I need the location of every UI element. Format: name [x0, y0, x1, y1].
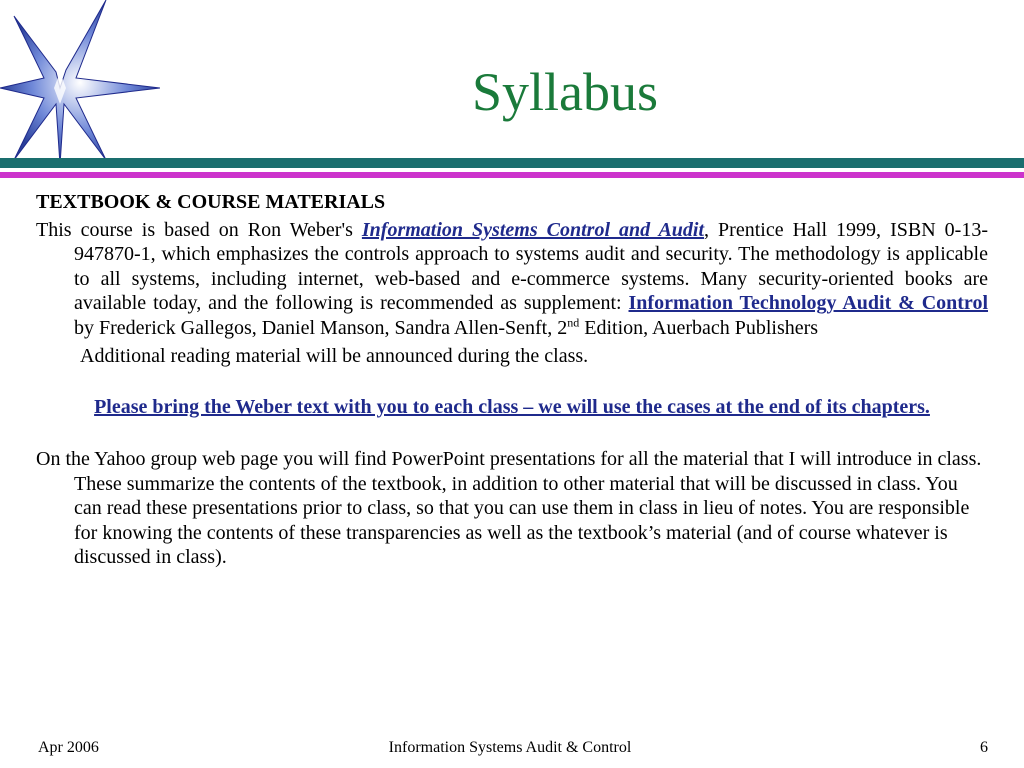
edition-superscript: nd [567, 314, 580, 329]
title-divider-gap [0, 169, 1024, 171]
textbook-title-gallegos: Information Technology Audit & Control [628, 292, 989, 314]
star-burst-icon [0, 0, 160, 165]
para1-mid: , Prentice Hall 1999, ISBN 0-13-947870-1, which emphasizes the controls approach to systems audit and security. The methodology is applicable to all systems, including internet, web-based and e-commerce systems. Many security-oriented books are available today, and the following is recommended as supplement: [74, 218, 988, 314]
para1-post: by Frederick Gallegos, Daniel Manson, Sandra Allen-Senft, 2 [74, 316, 568, 339]
textbook-title-weber: Information Systems Control and Audit [361, 218, 705, 241]
title-divider-magenta [0, 172, 1024, 178]
para1-pre: This course is based on Ron Weber's [36, 218, 362, 241]
yahoo-group-paragraph: On the Yahoo group web page you will find PowerPoint presentations for all the material that I will introduce in class. These summarize the contents of the textbook, in addition to other material that will be discussed in class. You can read these presentations prior to class, so that you can use them in class in lieu of notes. You are responsible for knowing the contents of these transparencies as well as the textbook’s material (and of course whatever is discussed in class). [36, 448, 982, 568]
slide-title: Syllabus [471, 62, 659, 122]
slide-body [36, 190, 988, 570]
footer-date: Apr 2006 [38, 739, 99, 756]
bring-text-notice: Please bring the Weber text with you to each class – we will use the cases at the end of its chapters. [94, 395, 930, 418]
textbook-paragraph [36, 218, 988, 341]
title-divider-teal [0, 158, 1024, 168]
para1-end: Edition, Auerbach Publishers [579, 316, 819, 339]
footer-course: Information Systems Audit & Control [388, 739, 632, 756]
section-heading: TEXTBOOK & COURSE MATERIALS [36, 191, 386, 213]
additional-reading-note: Additional reading material will be announced during the class. [80, 345, 589, 367]
footer-page-number: 6 [980, 739, 988, 756]
